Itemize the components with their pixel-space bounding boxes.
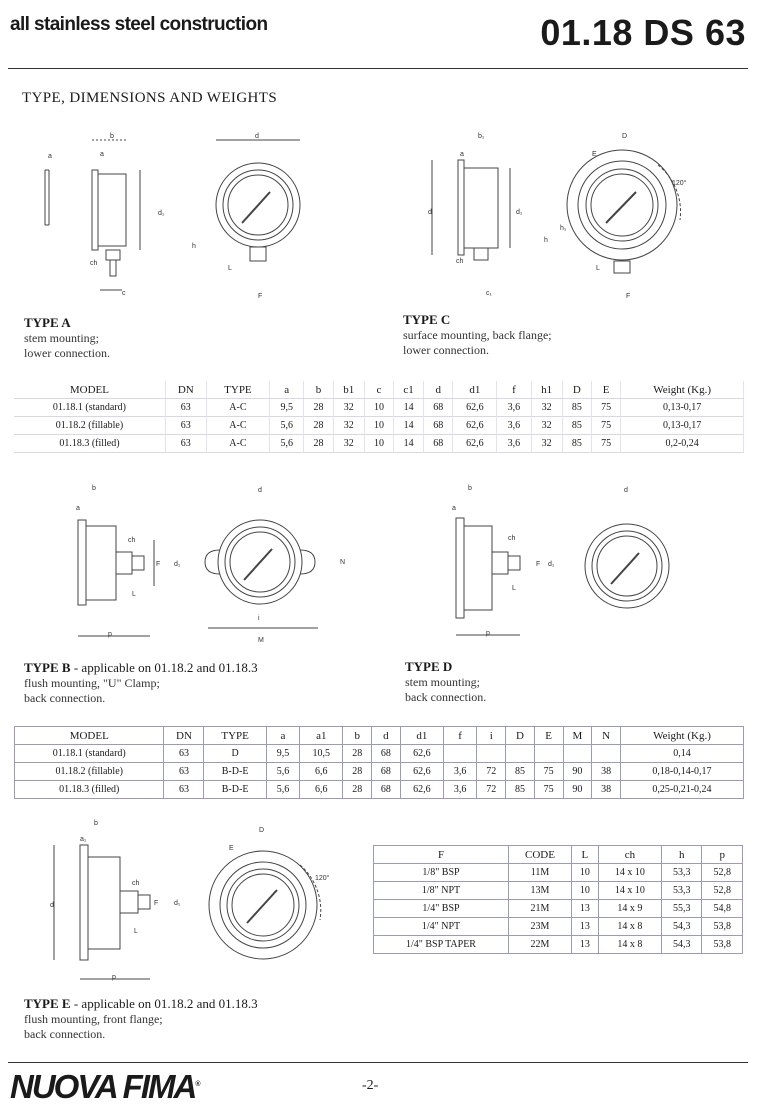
table-cell: 5,6 <box>266 781 300 799</box>
type-a-side-drawing <box>30 130 190 305</box>
table-cell: 53,8 <box>702 918 743 936</box>
table-cell: 54,3 <box>661 936 702 954</box>
table3-header-4: h <box>661 846 702 864</box>
table-cell <box>443 745 477 763</box>
type-d-desc-1: stem mounting; <box>405 675 480 689</box>
svg-text:F: F <box>154 900 159 907</box>
document-code: 01.18 DS 63 <box>540 12 746 53</box>
svg-text:M: M <box>258 637 264 644</box>
table-cell <box>506 745 535 763</box>
type-c-title: TYPE C <box>403 312 451 327</box>
type-d-front-drawing <box>580 480 680 645</box>
table1-header-11: h1 <box>531 381 562 399</box>
table-cell: 3,6 <box>443 763 477 781</box>
table1-header-12: D <box>562 381 591 399</box>
table-cell: 28 <box>304 435 333 453</box>
type-c-front-drawing <box>540 130 700 305</box>
svg-text:d₁: d₁ <box>516 209 523 216</box>
type-b-desc-2: back connection. <box>24 691 106 705</box>
table-cell: 23M <box>509 918 572 936</box>
table-cell: 62,6 <box>453 435 497 453</box>
table3-header-1: CODE <box>509 846 572 864</box>
svg-text:d₁: d₁ <box>158 210 165 217</box>
table1-header-5: b1 <box>333 381 364 399</box>
table-cell: 28 <box>343 745 372 763</box>
type-d-caption <box>405 659 486 705</box>
table1-header-14: Weight (Kg.) <box>621 381 744 399</box>
table1-header-9: d1 <box>453 381 497 399</box>
table-cell: 62,6 <box>453 417 497 435</box>
table-cell: 9,5 <box>266 745 300 763</box>
type-e-side-drawing <box>40 815 190 990</box>
table-cell: 63 <box>165 399 206 417</box>
svg-text:a: a <box>48 153 52 160</box>
table-row <box>374 936 743 954</box>
svg-text:c: c <box>122 290 126 297</box>
type-e-desc-2: back connection. <box>24 1027 106 1041</box>
type-e-desc-1: flush mounting, front flange; <box>24 1012 163 1026</box>
table-cell: 55,3 <box>661 900 702 918</box>
table-cell: 75 <box>534 763 563 781</box>
table-cell: 68 <box>424 399 453 417</box>
table-cell: 13 <box>571 936 598 954</box>
svg-text:ch: ch <box>128 537 136 544</box>
svg-text:i: i <box>258 615 260 622</box>
table3-header-3: ch <box>598 846 661 864</box>
table-cell: 68 <box>372 763 401 781</box>
table-cell <box>477 745 506 763</box>
svg-text:d₁: d₁ <box>174 900 181 907</box>
table-row <box>14 417 744 435</box>
table-row <box>374 918 743 936</box>
table2-header-0: MODEL <box>15 727 164 745</box>
table-cell: 13M <box>509 882 572 900</box>
brand-name: NUOVA FIMA <box>10 1068 196 1105</box>
table1-header-3: a <box>270 381 304 399</box>
svg-text:ch: ch <box>132 880 140 887</box>
table-cell: 62,6 <box>400 781 443 799</box>
svg-text:b: b <box>92 485 96 492</box>
table3-header-2: L <box>571 846 598 864</box>
svg-text:d: d <box>50 902 54 909</box>
type-d-title: TYPE D <box>405 659 453 674</box>
table1-header-1: DN <box>165 381 206 399</box>
table-cell: 14 x 8 <box>598 936 661 954</box>
table-cell: 10 <box>364 435 393 453</box>
svg-text:F: F <box>258 293 263 300</box>
type-a-caption <box>24 315 110 361</box>
table-cell: 0,25-0,21-0,24 <box>620 781 743 799</box>
svg-text:ch: ch <box>456 258 464 265</box>
svg-text:F: F <box>156 561 161 568</box>
table-cell: D <box>204 745 266 763</box>
table-cell: 32 <box>333 399 364 417</box>
table-cell: 6,6 <box>300 781 343 799</box>
type-b-title: TYPE B <box>24 660 71 675</box>
svg-text:d₁: d₁ <box>548 561 555 568</box>
table-cell: 1/8" BSP <box>374 864 509 882</box>
table-cell: 22M <box>509 936 572 954</box>
section-title: TYPE, DIMENSIONS AND WEIGHTS <box>22 90 278 106</box>
table-cell: 01.18.3 (filled) <box>14 435 165 453</box>
table-cell: A-C <box>206 435 269 453</box>
table2-header-2: TYPE <box>204 727 266 745</box>
svg-text:L: L <box>132 591 136 598</box>
table-cell: 75 <box>534 781 563 799</box>
table-cell: 75 <box>592 435 621 453</box>
table-cell: 28 <box>343 763 372 781</box>
header-subtitle: all stainless steel construction <box>10 14 268 35</box>
svg-text:D: D <box>259 827 265 834</box>
table-cell: 72 <box>477 781 506 799</box>
table-cell: 85 <box>562 399 591 417</box>
svg-text:d: d <box>258 487 262 494</box>
type-a-desc-2: lower connection. <box>24 346 110 360</box>
table-cell: 68 <box>372 781 401 799</box>
table-cell: 14 <box>394 399 424 417</box>
svg-text:b₁: b₁ <box>478 133 485 140</box>
table2-header-5: b <box>343 727 372 745</box>
table-cell: 14 x 9 <box>598 900 661 918</box>
svg-text:D: D <box>622 133 628 140</box>
table1-header-2: TYPE <box>206 381 269 399</box>
type-a-desc-1: stem mounting; <box>24 331 99 345</box>
table-cell: 85 <box>506 763 535 781</box>
table-cell: A-C <box>206 399 269 417</box>
table-cell: 9,5 <box>270 399 304 417</box>
table-row <box>15 781 744 799</box>
svg-text:L: L <box>512 585 516 592</box>
type-a-title: TYPE A <box>24 315 71 330</box>
table-cell: 3,6 <box>497 435 531 453</box>
svg-text:b: b <box>468 485 472 492</box>
svg-text:L: L <box>134 928 138 935</box>
svg-text:L: L <box>596 265 600 272</box>
svg-text:120°: 120° <box>315 875 330 882</box>
svg-text:E: E <box>229 845 234 852</box>
table1-header-13: E <box>592 381 621 399</box>
table-cell: 3,6 <box>443 781 477 799</box>
table2-header-1: DN <box>164 727 204 745</box>
table2-header-7: d1 <box>400 727 443 745</box>
table-cell: 1/8" NPT <box>374 882 509 900</box>
table1-header-6: c <box>364 381 393 399</box>
table-row <box>14 399 744 417</box>
table-cell: 32 <box>531 417 562 435</box>
svg-text:a: a <box>76 505 80 512</box>
dimensions-table-a-c <box>14 381 744 453</box>
table-cell: 63 <box>164 763 204 781</box>
type-d-side-drawing <box>440 480 560 645</box>
svg-text:a: a <box>100 151 104 158</box>
table-cell: 63 <box>165 435 206 453</box>
svg-text:a: a <box>460 151 464 158</box>
svg-text:p: p <box>108 631 112 638</box>
table-cell: 90 <box>563 781 592 799</box>
table-cell: 68 <box>372 745 401 763</box>
table-cell: 28 <box>304 417 333 435</box>
svg-text:h: h <box>544 237 548 244</box>
table-cell: 0,2-0,24 <box>621 435 744 453</box>
table-cell: 72 <box>477 763 506 781</box>
brand-mark: ® <box>195 1081 199 1088</box>
table-cell: B-D-E <box>204 763 266 781</box>
svg-text:L: L <box>228 265 232 272</box>
svg-text:h₁: h₁ <box>560 225 567 232</box>
svg-text:F: F <box>536 561 541 568</box>
table-cell <box>592 745 621 763</box>
table-cell: 14 <box>394 435 424 453</box>
table1-header-4: b <box>304 381 333 399</box>
type-c-caption <box>403 312 552 358</box>
type-c-desc-1: surface mounting, back flange; <box>403 328 552 342</box>
table-cell: 14 <box>394 417 424 435</box>
svg-text:c₁: c₁ <box>486 290 492 297</box>
table-cell: 10 <box>364 399 393 417</box>
table2-header-9: i <box>477 727 506 745</box>
table1-header-7: c1 <box>394 381 424 399</box>
table-row <box>15 745 744 763</box>
table-cell: 14 x 10 <box>598 864 661 882</box>
table-cell: 01.18.2 (fillable) <box>15 763 164 781</box>
type-a-front-drawing <box>190 130 320 305</box>
table-cell: 10 <box>571 864 598 882</box>
table2-header-8: f <box>443 727 477 745</box>
table-cell: 3,6 <box>497 399 531 417</box>
table-cell: 1/4" BSP TAPER <box>374 936 509 954</box>
footer-rule <box>8 1062 748 1063</box>
type-c-desc-2: lower connection. <box>403 343 489 357</box>
type-e-front-drawing <box>205 820 345 990</box>
type-e-applicable: - applicable on 01.18.2 and 01.18.3 <box>70 996 258 1011</box>
table2-header-14: Weight (Kg.) <box>620 727 743 745</box>
table-cell: 62,6 <box>400 763 443 781</box>
table-cell: 10 <box>571 882 598 900</box>
table-cell: 1/4" NPT <box>374 918 509 936</box>
svg-text:p: p <box>486 630 490 637</box>
table-cell: 75 <box>592 399 621 417</box>
table-cell: 0,13-0,17 <box>621 417 744 435</box>
svg-text:120°: 120° <box>672 180 687 187</box>
table-cell: 14 x 8 <box>598 918 661 936</box>
svg-text:a: a <box>452 505 456 512</box>
type-b-front-drawing <box>200 480 360 645</box>
type-c-side-drawing <box>420 130 550 305</box>
table-cell: 11M <box>509 864 572 882</box>
table-cell: 6,6 <box>300 763 343 781</box>
svg-text:b: b <box>110 133 114 140</box>
table-cell: 68 <box>424 417 453 435</box>
svg-text:d: d <box>255 133 259 140</box>
table-cell: 53,8 <box>702 936 743 954</box>
table2-header-11: E <box>534 727 563 745</box>
table2-header-3: a <box>266 727 300 745</box>
type-b-desc-1: flush mounting, "U" Clamp; <box>24 676 160 690</box>
table-cell <box>563 745 592 763</box>
table-cell: 85 <box>562 417 591 435</box>
svg-text:E: E <box>592 151 597 158</box>
table-cell: 32 <box>333 435 364 453</box>
svg-text:d₁: d₁ <box>174 561 181 568</box>
table-row <box>14 435 744 453</box>
svg-text:d: d <box>624 487 628 494</box>
table-cell: 3,6 <box>497 417 531 435</box>
table2-header-6: d <box>372 727 401 745</box>
table-cell: 62,6 <box>400 745 443 763</box>
table-cell: 85 <box>562 435 591 453</box>
type-e-title: TYPE E <box>24 996 71 1011</box>
table-cell: 54,3 <box>661 918 702 936</box>
table-cell: 38 <box>592 763 621 781</box>
table-cell: 52,8 <box>702 882 743 900</box>
table-cell: 5,6 <box>266 763 300 781</box>
table-cell: 01.18.1 (standard) <box>15 745 164 763</box>
table2-header-10: D <box>506 727 535 745</box>
svg-text:N: N <box>340 559 346 566</box>
type-b-side-drawing <box>70 480 210 645</box>
table-cell: B-D-E <box>204 781 266 799</box>
table-cell: 21M <box>509 900 572 918</box>
header-rule <box>8 68 748 69</box>
table-cell: 52,8 <box>702 864 743 882</box>
table-cell: 68 <box>424 435 453 453</box>
svg-text:h: h <box>192 243 196 250</box>
table-cell: 63 <box>165 417 206 435</box>
table-cell: 1/4" BSP <box>374 900 509 918</box>
svg-text:a₁: a₁ <box>80 836 87 843</box>
table-cell: 38 <box>592 781 621 799</box>
table-cell: 85 <box>506 781 535 799</box>
svg-text:d: d <box>428 209 432 216</box>
table-cell: 13 <box>571 918 598 936</box>
table-cell: 54,8 <box>702 900 743 918</box>
table-row <box>374 864 743 882</box>
table-cell: 14 x 10 <box>598 882 661 900</box>
connection-table <box>373 845 743 954</box>
table-cell: 32 <box>531 399 562 417</box>
type-b-applicable: - applicable on 01.18.2 and 01.18.3 <box>70 660 258 675</box>
table-cell: 01.18.1 (standard) <box>14 399 165 417</box>
table-cell: 0,13-0,17 <box>621 399 744 417</box>
table-cell: A-C <box>206 417 269 435</box>
table-cell: 0,14 <box>620 745 743 763</box>
table1-header-0: MODEL <box>14 381 165 399</box>
table-cell: 32 <box>531 435 562 453</box>
table-cell: 10 <box>364 417 393 435</box>
table3-header-0: F <box>374 846 509 864</box>
table-cell: 75 <box>592 417 621 435</box>
table1-header-10: f <box>497 381 531 399</box>
table-cell: 5,6 <box>270 417 304 435</box>
dimensions-table-b-d-e <box>14 726 744 799</box>
table-cell: 28 <box>304 399 333 417</box>
svg-text:F: F <box>626 293 631 300</box>
table-cell: 53,3 <box>661 882 702 900</box>
table-cell: 53,3 <box>661 864 702 882</box>
table-cell: 10,5 <box>300 745 343 763</box>
svg-text:p: p <box>112 974 116 981</box>
table-row <box>374 882 743 900</box>
table-cell: 62,6 <box>453 399 497 417</box>
type-b-caption <box>24 660 258 706</box>
table-cell: 63 <box>164 781 204 799</box>
table-cell: 01.18.3 (filled) <box>15 781 164 799</box>
type-d-desc-2: back connection. <box>405 690 487 704</box>
table-cell: 63 <box>164 745 204 763</box>
page-number: -2- <box>362 1078 379 1093</box>
svg-text:b: b <box>94 820 98 827</box>
svg-text:ch: ch <box>508 535 516 542</box>
table-cell: 01.18.2 (fillable) <box>14 417 165 435</box>
table-cell: 5,6 <box>270 435 304 453</box>
table-cell: 13 <box>571 900 598 918</box>
table2-header-13: N <box>592 727 621 745</box>
brand-logo <box>10 1068 199 1106</box>
table-cell <box>534 745 563 763</box>
table-row <box>374 900 743 918</box>
table-row <box>15 763 744 781</box>
type-e-caption <box>24 996 258 1042</box>
table1-header-8: d <box>424 381 453 399</box>
table3-header-5: p <box>702 846 743 864</box>
table-cell: 28 <box>343 781 372 799</box>
table2-header-12: M <box>563 727 592 745</box>
svg-text:ch: ch <box>90 260 98 267</box>
table-cell: 90 <box>563 763 592 781</box>
table2-header-4: a1 <box>300 727 343 745</box>
table-cell: 0,18-0,14-0,17 <box>620 763 743 781</box>
table-cell: 32 <box>333 417 364 435</box>
